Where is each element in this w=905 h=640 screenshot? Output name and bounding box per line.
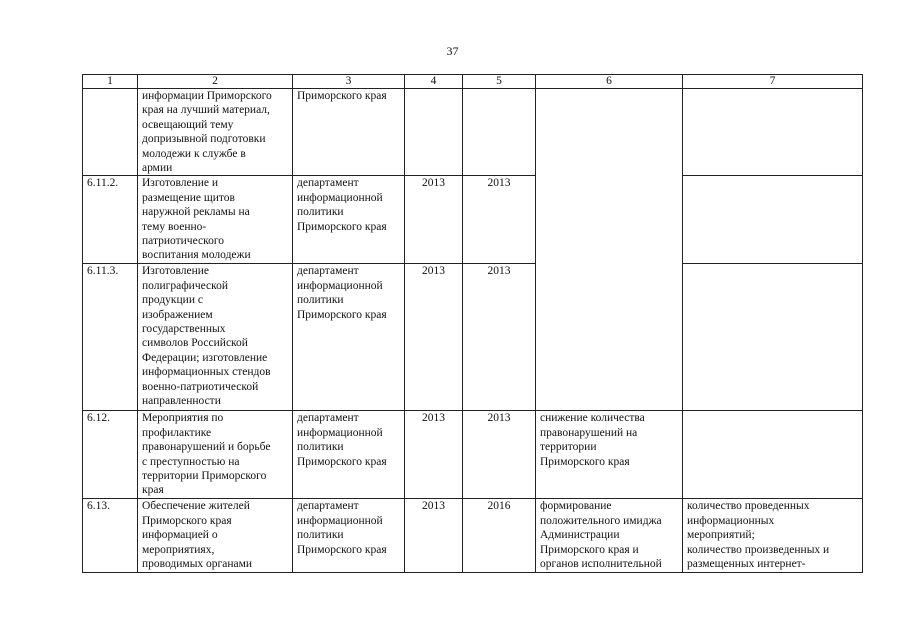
column-header: 5: [463, 75, 536, 89]
column-header: 7: [683, 75, 863, 89]
item-number: 6.13.: [83, 499, 138, 573]
column-header: 3: [293, 75, 405, 89]
program-table: [82, 74, 863, 573]
indicator: [683, 264, 863, 411]
item-number: 6.11.3.: [83, 264, 138, 411]
activity-name: Обеспечение жителей Приморского края информацией о мероприятиях, проводимых органами: [138, 499, 293, 573]
end-year: 2013: [463, 176, 536, 264]
column-header: 4: [405, 75, 463, 89]
table-row: [83, 264, 863, 411]
indicator: [683, 176, 863, 264]
column-header: 6: [536, 75, 683, 89]
responsible-executor: департамент информационной политики Приморского края: [293, 176, 405, 264]
indicator: [683, 411, 863, 499]
start-year: 2013: [405, 176, 463, 264]
responsible-executor: департамент информационной политики Приморского края: [293, 264, 405, 411]
column-header: 2: [138, 75, 293, 89]
activity-name: Мероприятия по профилактике правонарушений и борьбе с преступностью на территории Приморского края: [138, 411, 293, 499]
table-row: [83, 499, 863, 573]
start-year: [405, 89, 463, 176]
item-number: 6.11.2.: [83, 176, 138, 264]
activity-name: Изготовление полиграфической продукции с изображением государственных символов Российской Федерации; изготовление информационных стендов военно-патриотической направленности: [138, 264, 293, 411]
expected-result: снижение количества правонарушений на территории Приморского края: [536, 411, 683, 499]
table-row: [83, 176, 863, 264]
expected-result: формирование положительного имиджа Администрации Приморского края и органов исполнительной: [536, 499, 683, 573]
end-year: 2013: [463, 411, 536, 499]
table-header-row: [83, 75, 863, 89]
activity-name: информации Приморского края на лучший материал, освещающий тему допризывной подготовки молодежи к службе в армии: [138, 89, 293, 176]
responsible-executor: департамент информационной политики Приморского края: [293, 411, 405, 499]
responsible-executor: Приморского края: [293, 89, 405, 176]
indicator: [683, 89, 863, 176]
activity-name: Изготовление и размещение щитов наружной рекламы на тему военно- патриотического воспитания молодежи: [138, 176, 293, 264]
expected-result: [536, 89, 683, 411]
item-number: [83, 89, 138, 176]
end-year: 2016: [463, 499, 536, 573]
responsible-executor: департамент информационной политики Приморского края: [293, 499, 405, 573]
table-row: [83, 89, 863, 176]
start-year: 2013: [405, 264, 463, 411]
item-number: 6.12.: [83, 411, 138, 499]
end-year: [463, 89, 536, 176]
start-year: 2013: [405, 499, 463, 573]
table-row: [83, 411, 863, 499]
indicator: количество проведенных информационных мероприятий; количество произведенных и размещенных интернет-: [683, 499, 863, 573]
start-year: 2013: [405, 411, 463, 499]
column-header: 1: [83, 75, 138, 89]
page-number: 37: [446, 44, 459, 58]
end-year: 2013: [463, 264, 536, 411]
